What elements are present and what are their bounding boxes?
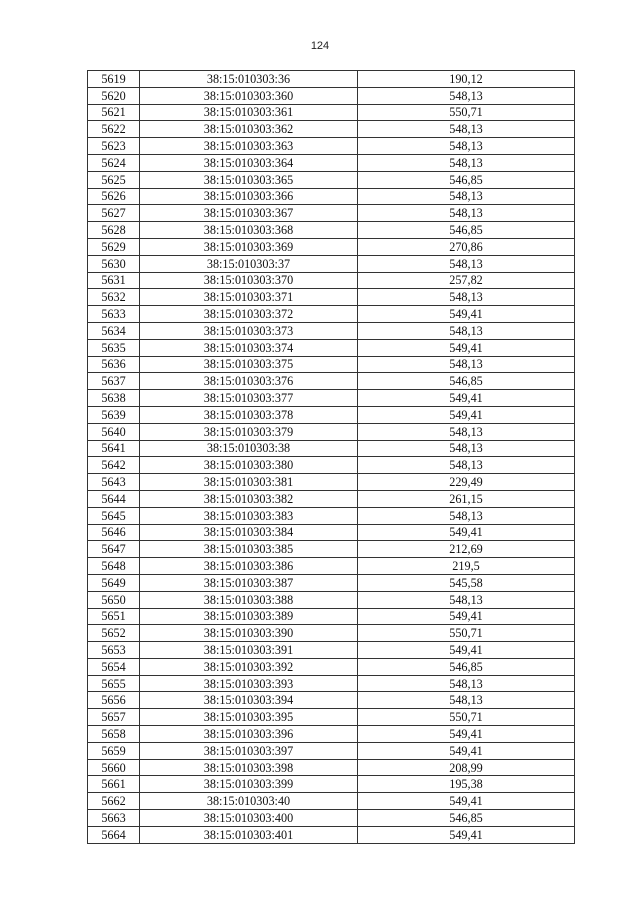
area-cell: 190,12: [358, 71, 575, 88]
cadastral-number-cell: 38:15:010303:398: [140, 759, 358, 776]
table-row: [88, 642, 575, 659]
row-number-cell: 5626: [88, 188, 140, 205]
area-cell: 548,13: [358, 440, 575, 457]
row-number-cell: 5638: [88, 390, 140, 407]
cadastral-number-cell: 38:15:010303:364: [140, 154, 358, 171]
cadastral-number-cell: 38:15:010303:396: [140, 726, 358, 743]
cadastral-number-cell: 38:15:010303:368: [140, 222, 358, 239]
area-cell: 550,71: [358, 104, 575, 121]
table-row: [88, 71, 575, 88]
row-number-cell: 5634: [88, 322, 140, 339]
row-number-cell: 5647: [88, 541, 140, 558]
table-row: [88, 810, 575, 827]
area-cell: 548,13: [358, 322, 575, 339]
cadastral-number-cell: 38:15:010303:38: [140, 440, 358, 457]
table-row: [88, 406, 575, 423]
area-cell: 548,13: [358, 121, 575, 138]
cadastral-number-cell: 38:15:010303:362: [140, 121, 358, 138]
table-row: [88, 726, 575, 743]
table-row: [88, 457, 575, 474]
area-cell: 548,13: [358, 255, 575, 272]
row-number-cell: 5663: [88, 810, 140, 827]
table-row: [88, 87, 575, 104]
table-row: [88, 742, 575, 759]
cadastral-number-cell: 38:15:010303:373: [140, 322, 358, 339]
area-cell: 212,69: [358, 541, 575, 558]
area-cell: 270,86: [358, 238, 575, 255]
cadastral-number-cell: 38:15:010303:382: [140, 490, 358, 507]
row-number-cell: 5623: [88, 138, 140, 155]
row-number-cell: 5653: [88, 642, 140, 659]
row-number-cell: 5652: [88, 625, 140, 642]
area-cell: 549,41: [358, 726, 575, 743]
area-cell: 549,41: [358, 390, 575, 407]
area-cell: 548,13: [358, 423, 575, 440]
row-number-cell: 5645: [88, 507, 140, 524]
row-number-cell: 5635: [88, 339, 140, 356]
table-row: [88, 205, 575, 222]
row-number-cell: 5625: [88, 171, 140, 188]
row-number-cell: 5649: [88, 574, 140, 591]
area-cell: 548,13: [358, 675, 575, 692]
area-cell: 549,41: [358, 642, 575, 659]
area-cell: 546,85: [358, 373, 575, 390]
cadastral-number-cell: 38:15:010303:397: [140, 742, 358, 759]
row-number-cell: 5619: [88, 71, 140, 88]
area-cell: 549,41: [358, 826, 575, 843]
cadastral-number-cell: 38:15:010303:395: [140, 709, 358, 726]
cadastral-number-cell: 38:15:010303:360: [140, 87, 358, 104]
row-number-cell: 5641: [88, 440, 140, 457]
cadastral-number-cell: 38:15:010303:394: [140, 692, 358, 709]
table-row: [88, 507, 575, 524]
table-row: [88, 474, 575, 491]
page-number: 124: [310, 40, 330, 52]
area-cell: 548,13: [358, 154, 575, 171]
area-cell: 548,13: [358, 138, 575, 155]
table-row: [88, 574, 575, 591]
cadastral-number-cell: 38:15:010303:383: [140, 507, 358, 524]
cadastral-number-cell: 38:15:010303:378: [140, 406, 358, 423]
row-number-cell: 5620: [88, 87, 140, 104]
table-row: [88, 390, 575, 407]
area-cell: 219,5: [358, 558, 575, 575]
table-row: [88, 826, 575, 843]
row-number-cell: 5664: [88, 826, 140, 843]
cadastral-number-cell: 38:15:010303:390: [140, 625, 358, 642]
row-number-cell: 5644: [88, 490, 140, 507]
table-row: [88, 356, 575, 373]
area-cell: 550,71: [358, 625, 575, 642]
row-number-cell: 5648: [88, 558, 140, 575]
cadastral-number-cell: 38:15:010303:361: [140, 104, 358, 121]
cadastral-number-cell: 38:15:010303:370: [140, 272, 358, 289]
area-cell: 549,41: [358, 793, 575, 810]
cadastral-number-cell: 38:15:010303:384: [140, 524, 358, 541]
cadastral-number-cell: 38:15:010303:381: [140, 474, 358, 491]
table-row: [88, 222, 575, 239]
cadastral-number-cell: 38:15:010303:387: [140, 574, 358, 591]
table-row: [88, 490, 575, 507]
area-cell: 229,49: [358, 474, 575, 491]
row-number-cell: 5643: [88, 474, 140, 491]
table-row: [88, 138, 575, 155]
area-cell: 548,13: [358, 289, 575, 306]
area-cell: 257,82: [358, 272, 575, 289]
table-row: [88, 238, 575, 255]
row-number-cell: 5636: [88, 356, 140, 373]
cadastral-number-cell: 38:15:010303:389: [140, 608, 358, 625]
area-cell: 548,13: [358, 457, 575, 474]
table-row: [88, 793, 575, 810]
cadastral-number-cell: 38:15:010303:377: [140, 390, 358, 407]
cadastral-number-cell: 38:15:010303:392: [140, 658, 358, 675]
cadastral-number-cell: 38:15:010303:379: [140, 423, 358, 440]
table-body: [88, 71, 575, 844]
table-row: [88, 558, 575, 575]
table-row: [88, 171, 575, 188]
row-number-cell: 5651: [88, 608, 140, 625]
area-cell: 208,99: [358, 759, 575, 776]
cadastral-number-cell: 38:15:010303:386: [140, 558, 358, 575]
row-number-cell: 5630: [88, 255, 140, 272]
cadastral-number-cell: 38:15:010303:369: [140, 238, 358, 255]
cadastral-number-cell: 38:15:010303:399: [140, 776, 358, 793]
cadastral-table: [87, 70, 575, 844]
row-number-cell: 5629: [88, 238, 140, 255]
area-cell: 549,41: [358, 406, 575, 423]
row-number-cell: 5659: [88, 742, 140, 759]
row-number-cell: 5656: [88, 692, 140, 709]
area-cell: 546,85: [358, 658, 575, 675]
area-cell: 195,38: [358, 776, 575, 793]
cadastral-number-cell: 38:15:010303:37: [140, 255, 358, 272]
area-cell: 549,41: [358, 524, 575, 541]
row-number-cell: 5654: [88, 658, 140, 675]
area-cell: 549,41: [358, 608, 575, 625]
table-row: [88, 625, 575, 642]
table-row: [88, 188, 575, 205]
table-row: [88, 440, 575, 457]
row-number-cell: 5660: [88, 759, 140, 776]
table-row: [88, 154, 575, 171]
cadastral-number-cell: 38:15:010303:367: [140, 205, 358, 222]
area-cell: 548,13: [358, 692, 575, 709]
table-row: [88, 709, 575, 726]
area-cell: 548,13: [358, 87, 575, 104]
row-number-cell: 5622: [88, 121, 140, 138]
cadastral-number-cell: 38:15:010303:391: [140, 642, 358, 659]
table-row: [88, 423, 575, 440]
area-cell: 546,85: [358, 171, 575, 188]
row-number-cell: 5637: [88, 373, 140, 390]
row-number-cell: 5621: [88, 104, 140, 121]
row-number-cell: 5661: [88, 776, 140, 793]
cadastral-number-cell: 38:15:010303:36: [140, 71, 358, 88]
area-cell: 546,85: [358, 810, 575, 827]
row-number-cell: 5639: [88, 406, 140, 423]
row-number-cell: 5632: [88, 289, 140, 306]
area-cell: 546,85: [358, 222, 575, 239]
table-row: [88, 306, 575, 323]
area-cell: 548,13: [358, 507, 575, 524]
table-row: [88, 759, 575, 776]
cadastral-number-cell: 38:15:010303:376: [140, 373, 358, 390]
row-number-cell: 5655: [88, 675, 140, 692]
table-row: [88, 591, 575, 608]
row-number-cell: 5650: [88, 591, 140, 608]
row-number-cell: 5646: [88, 524, 140, 541]
table-row: [88, 255, 575, 272]
cadastral-number-cell: 38:15:010303:400: [140, 810, 358, 827]
table-row: [88, 272, 575, 289]
row-number-cell: 5631: [88, 272, 140, 289]
cadastral-number-cell: 38:15:010303:393: [140, 675, 358, 692]
table-row: [88, 776, 575, 793]
area-cell: 261,15: [358, 490, 575, 507]
table-row: [88, 608, 575, 625]
cadastral-number-cell: 38:15:010303:401: [140, 826, 358, 843]
cadastral-number-cell: 38:15:010303:371: [140, 289, 358, 306]
area-cell: 549,41: [358, 339, 575, 356]
row-number-cell: 5657: [88, 709, 140, 726]
area-cell: 545,58: [358, 574, 575, 591]
area-cell: 549,41: [358, 306, 575, 323]
area-cell: 548,13: [358, 188, 575, 205]
area-cell: 549,41: [358, 742, 575, 759]
table-row: [88, 339, 575, 356]
row-number-cell: 5658: [88, 726, 140, 743]
row-number-cell: 5628: [88, 222, 140, 239]
table-row: [88, 373, 575, 390]
area-cell: 548,13: [358, 356, 575, 373]
cadastral-number-cell: 38:15:010303:375: [140, 356, 358, 373]
cadastral-number-cell: 38:15:010303:388: [140, 591, 358, 608]
table-row: [88, 289, 575, 306]
cadastral-number-cell: 38:15:010303:380: [140, 457, 358, 474]
row-number-cell: 5640: [88, 423, 140, 440]
area-cell: 548,13: [358, 591, 575, 608]
table-row: [88, 541, 575, 558]
row-number-cell: 5642: [88, 457, 140, 474]
cadastral-number-cell: 38:15:010303:40: [140, 793, 358, 810]
table-row: [88, 322, 575, 339]
table-row: [88, 658, 575, 675]
area-cell: 550,71: [358, 709, 575, 726]
table-row: [88, 104, 575, 121]
cadastral-number-cell: 38:15:010303:365: [140, 171, 358, 188]
cadastral-number-cell: 38:15:010303:372: [140, 306, 358, 323]
cadastral-number-cell: 38:15:010303:385: [140, 541, 358, 558]
row-number-cell: 5624: [88, 154, 140, 171]
area-cell: 548,13: [358, 205, 575, 222]
row-number-cell: 5633: [88, 306, 140, 323]
cadastral-number-cell: 38:15:010303:363: [140, 138, 358, 155]
table-row: [88, 692, 575, 709]
table-row: [88, 524, 575, 541]
cadastral-number-cell: 38:15:010303:374: [140, 339, 358, 356]
table-row: [88, 121, 575, 138]
row-number-cell: 5662: [88, 793, 140, 810]
row-number-cell: 5627: [88, 205, 140, 222]
table-row: [88, 675, 575, 692]
cadastral-number-cell: 38:15:010303:366: [140, 188, 358, 205]
